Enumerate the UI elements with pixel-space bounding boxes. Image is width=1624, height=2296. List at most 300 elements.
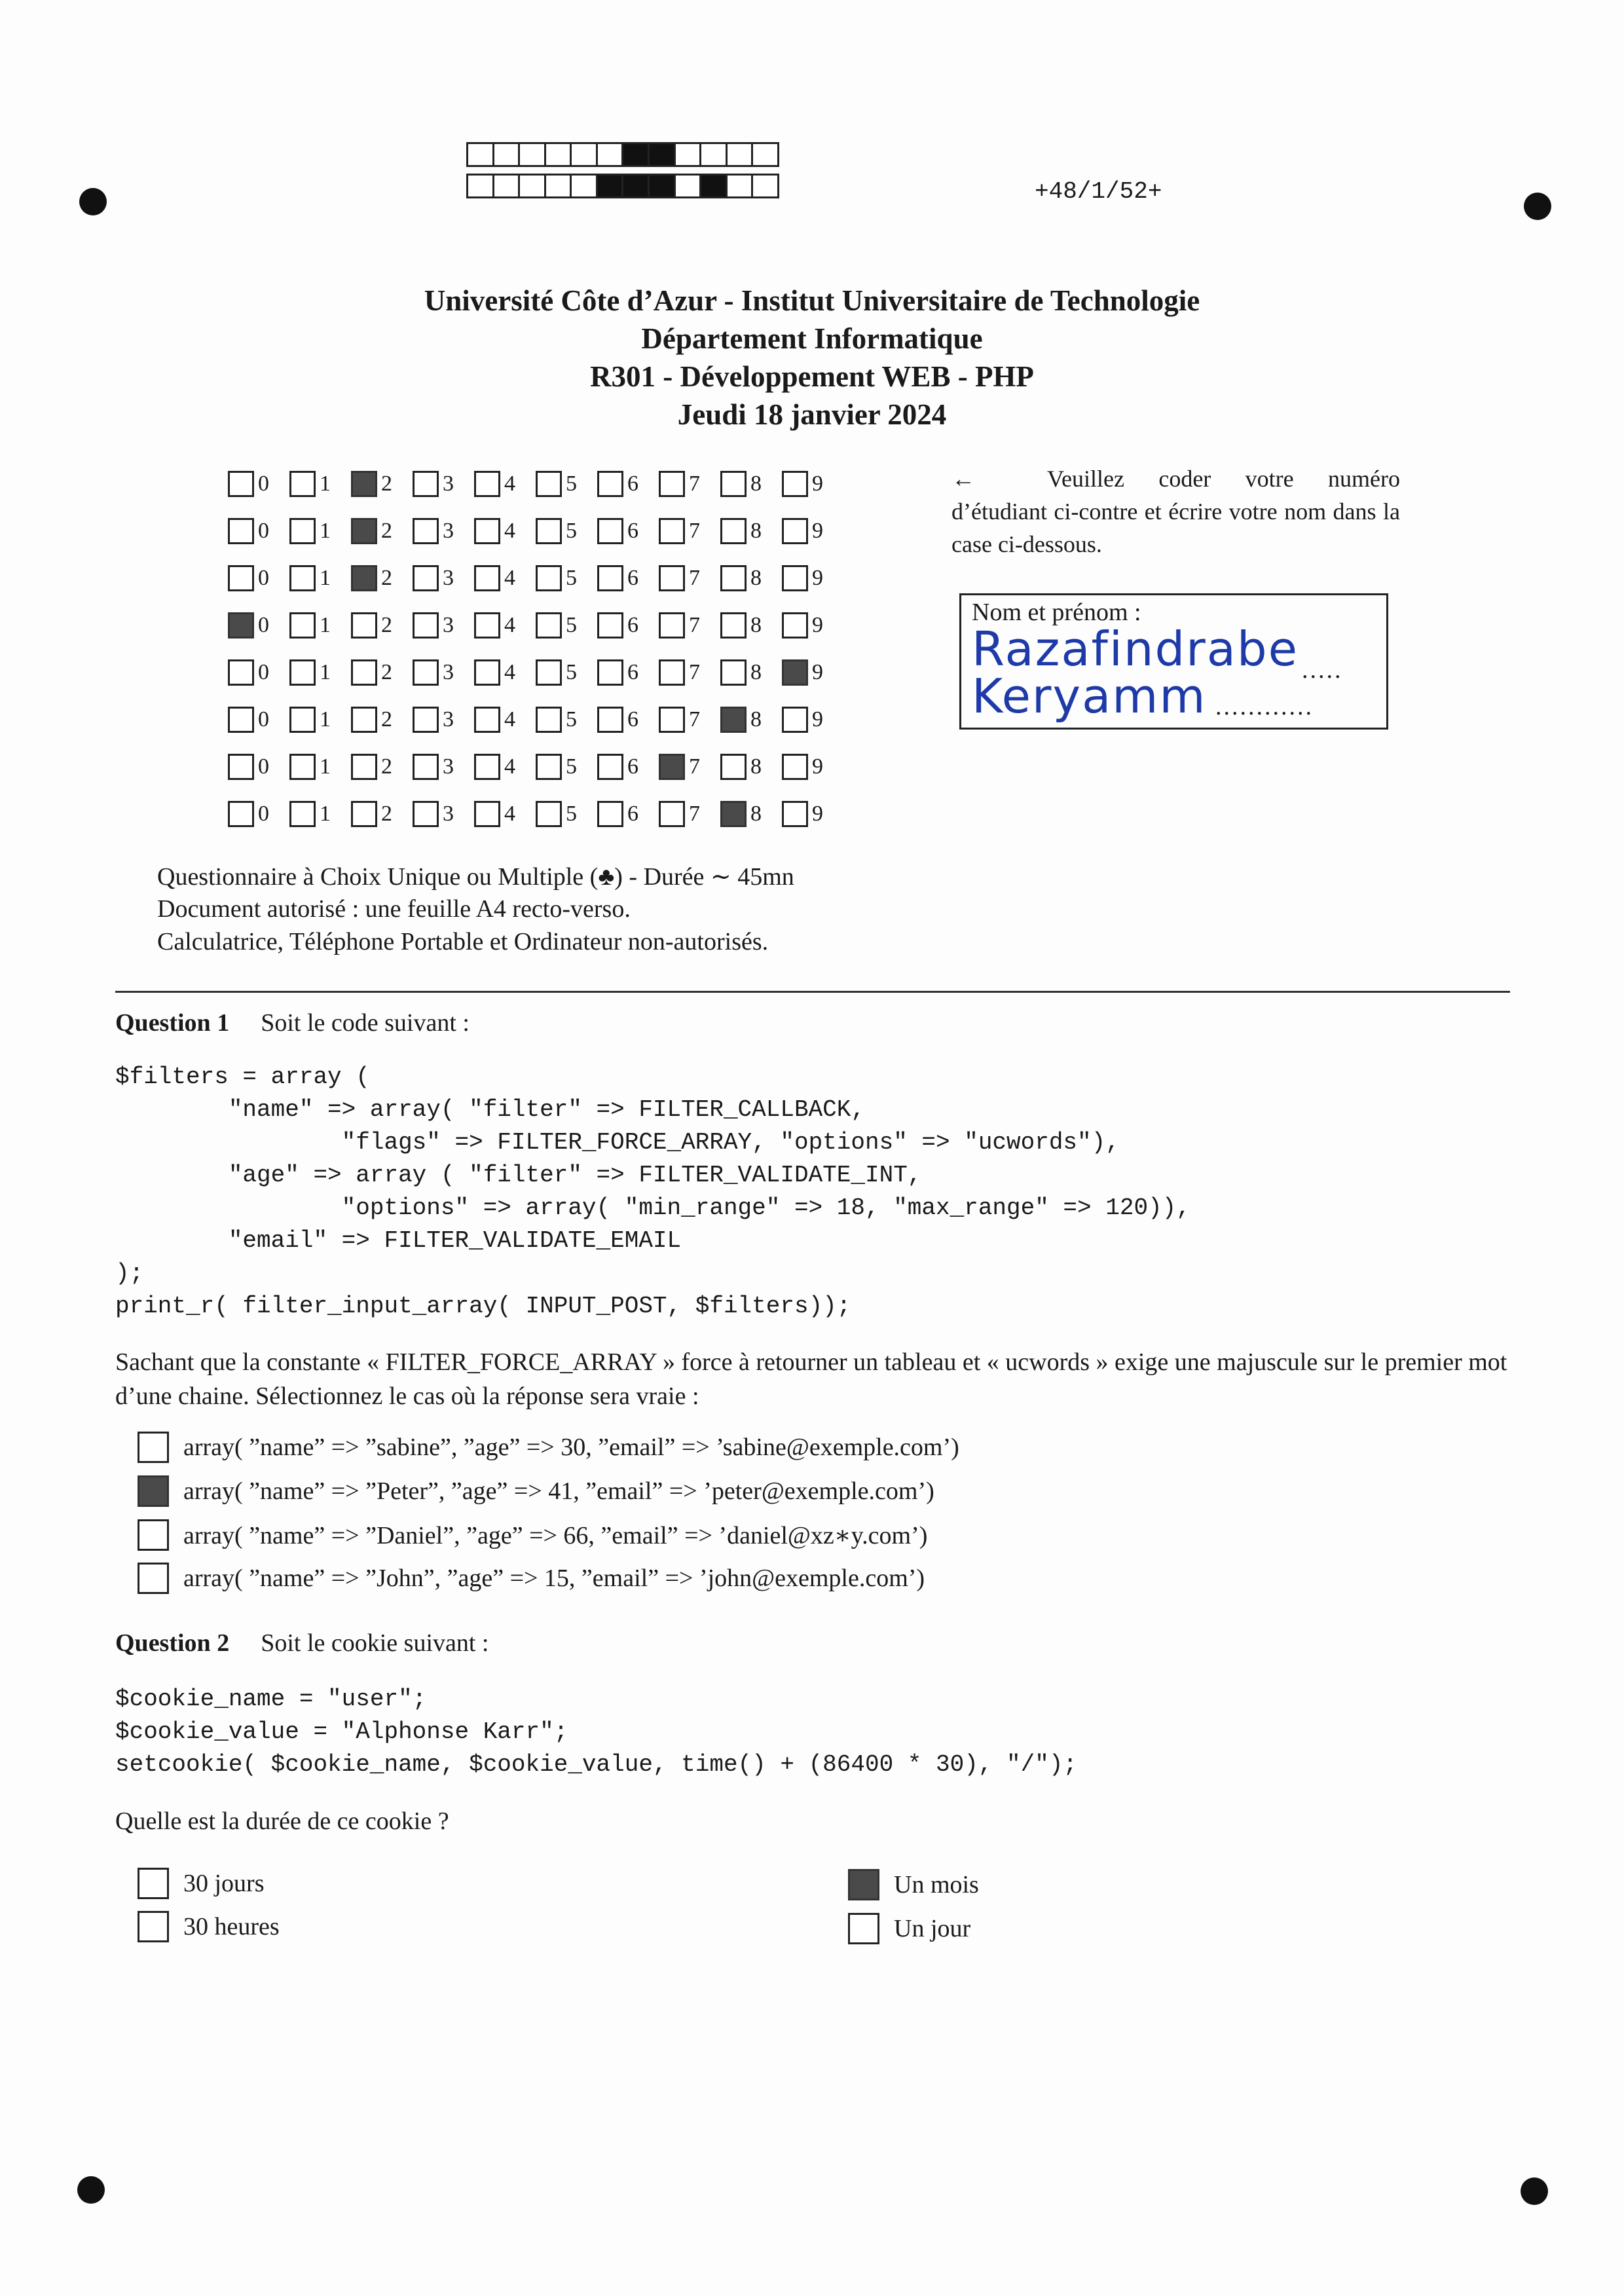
digit-label: 3 <box>443 707 454 731</box>
digit-cell[interactable] <box>351 471 413 497</box>
digit-checkbox[interactable] <box>782 518 808 544</box>
digit-label: 9 <box>812 472 823 496</box>
digit-cell[interactable] <box>289 659 351 686</box>
header-university: Université Côte d’Azur - Institut Universitaire de Technologie <box>424 284 1200 317</box>
digit-cell[interactable] <box>474 659 536 686</box>
digit-label: 6 <box>627 707 638 731</box>
digit-label: 6 <box>627 472 638 496</box>
digit-checkbox[interactable] <box>720 565 747 591</box>
barcode-cell <box>676 174 702 198</box>
digit-checkbox[interactable] <box>659 565 685 591</box>
student-number-row <box>228 696 843 743</box>
digit-cell[interactable] <box>289 565 351 591</box>
digit-label: 6 <box>627 613 638 637</box>
digit-cell[interactable] <box>413 707 474 733</box>
digit-label: 3 <box>443 754 454 779</box>
student-number-grid <box>228 460 843 838</box>
digit-cell[interactable] <box>782 565 843 591</box>
digit-cell[interactable] <box>659 754 720 780</box>
digit-checkbox[interactable] <box>720 754 747 780</box>
digit-label: 8 <box>750 660 762 684</box>
digit-checkbox[interactable] <box>536 707 562 733</box>
digit-cell[interactable] <box>659 659 720 686</box>
digit-checkbox[interactable] <box>413 612 439 639</box>
digit-label: 4 <box>504 613 515 637</box>
digit-checkbox[interactable] <box>289 565 316 591</box>
digit-cell[interactable] <box>413 518 474 544</box>
digit-label: 6 <box>627 519 638 543</box>
option-text: 30 jours <box>183 1870 265 1897</box>
digit-label: 7 <box>689 707 700 731</box>
digit-label: 2 <box>381 472 392 496</box>
checkbox[interactable] <box>138 1519 169 1551</box>
digit-checkbox[interactable] <box>782 471 808 497</box>
digit-label: 5 <box>566 519 577 543</box>
digit-label: 0 <box>258 613 269 637</box>
digit-cell[interactable] <box>536 801 597 827</box>
student-number-row <box>228 460 843 508</box>
digit-checkbox[interactable] <box>474 471 500 497</box>
digit-cell[interactable] <box>351 801 413 827</box>
digit-label: 5 <box>566 660 577 684</box>
digit-checkbox[interactable] <box>782 565 808 591</box>
name-box[interactable] <box>959 593 1388 730</box>
digit-label: 5 <box>566 802 577 826</box>
barcode-cell <box>701 142 728 167</box>
digit-cell[interactable] <box>413 471 474 497</box>
digit-cell[interactable] <box>228 471 289 497</box>
checkbox[interactable] <box>138 1911 169 1942</box>
digit-label: 3 <box>443 660 454 684</box>
question-1-code: $filters = array ( "name" => array( "filter" => FILTER_CALLBACK, "flags" => FILTER_FORCE_ARRAY, "options" => "ucwords"), "age" => array ( "filter" => FILTER_VALIDATE_INT, "options" => array( "min_range" => 18, "max_range" => 120)), "email" => FILTER_VALIDATE_EMAIL ); print_r( filter_input_array( INPUT_POST, $filters)); <box>115 1064 1190 1320</box>
barcode-row-1 <box>466 142 779 167</box>
digit-cell[interactable] <box>413 565 474 591</box>
separator-line <box>115 991 1510 993</box>
digit-label: 9 <box>812 660 823 684</box>
digit-cell[interactable] <box>782 754 843 780</box>
option-text: Un mois <box>894 1871 979 1898</box>
student-number-row <box>228 508 843 555</box>
digit-checkbox[interactable] <box>351 801 377 827</box>
digit-cell[interactable] <box>782 518 843 544</box>
digit-cell[interactable] <box>720 801 782 827</box>
checkbox[interactable] <box>138 1563 169 1594</box>
digit-cell[interactable] <box>228 565 289 591</box>
digit-label: 0 <box>258 754 269 779</box>
student-number-row <box>228 555 843 602</box>
digit-checkbox[interactable] <box>351 612 377 639</box>
digit-checkbox[interactable] <box>536 518 562 544</box>
digit-label: 4 <box>504 707 515 731</box>
barcode-cell <box>546 142 572 167</box>
digit-checkbox[interactable] <box>228 518 254 544</box>
digit-label: 2 <box>381 613 392 637</box>
digit-checkbox[interactable] <box>474 518 500 544</box>
digit-cell[interactable] <box>782 612 843 639</box>
digit-cell[interactable] <box>289 518 351 544</box>
digit-checkbox[interactable] <box>782 659 808 686</box>
digit-checkbox[interactable] <box>289 518 316 544</box>
digit-label: 9 <box>812 566 823 590</box>
digit-checkbox[interactable] <box>659 612 685 639</box>
digit-checkbox[interactable] <box>289 707 316 733</box>
digit-checkbox[interactable] <box>782 612 808 639</box>
question-2-prompt: Quelle est la durée de ce cookie ? <box>115 1807 449 1835</box>
digit-cell[interactable] <box>228 518 289 544</box>
digit-checkbox[interactable] <box>413 471 439 497</box>
question-2-option-un-jour[interactable] <box>848 1913 970 1944</box>
digit-checkbox[interactable] <box>228 707 254 733</box>
digit-label: 1 <box>320 613 331 637</box>
question-2-label: Question 2 <box>115 1629 230 1657</box>
digit-checkbox[interactable] <box>228 754 254 780</box>
digit-cell[interactable] <box>536 707 597 733</box>
digit-cell[interactable] <box>782 707 843 733</box>
digit-cell[interactable] <box>659 707 720 733</box>
digit-cell[interactable] <box>536 471 597 497</box>
digit-label: 0 <box>258 802 269 826</box>
digit-cell[interactable] <box>536 659 597 686</box>
digit-cell[interactable] <box>474 471 536 497</box>
digit-label: 4 <box>504 472 515 496</box>
digit-cell[interactable] <box>413 801 474 827</box>
digit-checkbox[interactable] <box>474 612 500 639</box>
digit-checkbox[interactable] <box>659 471 685 497</box>
digit-cell[interactable] <box>720 518 782 544</box>
digit-cell[interactable] <box>597 471 659 497</box>
digit-cell[interactable] <box>597 801 659 827</box>
digit-checkbox[interactable] <box>720 659 747 686</box>
digit-checkbox[interactable] <box>289 612 316 639</box>
digit-cell[interactable] <box>413 612 474 639</box>
digit-checkbox[interactable] <box>351 565 377 591</box>
digit-label: 8 <box>750 802 762 826</box>
question-1-title <box>115 1009 470 1037</box>
digit-checkbox[interactable] <box>536 612 562 639</box>
digit-label: 3 <box>443 519 454 543</box>
option-text: array( ”name” => ”Daniel”, ”age” => 66, ”email” => ’daniel@xz∗y.com’) <box>183 1521 928 1549</box>
question-2-code: $cookie_name = "user"; $cookie_value = "Alphonse Karr"; setcookie( $cookie_name, $cookie_value, time() + (86400 * 30), "/"); <box>115 1686 1078 1778</box>
digit-cell[interactable] <box>228 801 289 827</box>
barcode-cell <box>520 142 546 167</box>
digit-label: 9 <box>812 754 823 779</box>
digit-checkbox[interactable] <box>720 612 747 639</box>
digit-cell[interactable] <box>659 565 720 591</box>
barcode-cell <box>650 142 676 167</box>
digit-label: 0 <box>258 566 269 590</box>
option-text: array( ”name” => ”Peter”, ”age” => 41, ”email” => ’peter@exemple.com’) <box>183 1477 934 1505</box>
option-text: Un jour <box>894 1915 971 1942</box>
digit-checkbox[interactable] <box>413 801 439 827</box>
digit-checkbox[interactable] <box>720 518 747 544</box>
digit-checkbox[interactable] <box>597 518 623 544</box>
digit-checkbox[interactable] <box>659 801 685 827</box>
digit-cell[interactable] <box>289 471 351 497</box>
digit-checkbox[interactable] <box>413 754 439 780</box>
question-1-label: Question 1 <box>115 1009 230 1037</box>
digit-checkbox[interactable] <box>474 707 500 733</box>
digit-cell[interactable] <box>720 707 782 733</box>
handwritten-lastname: Razafindrabe <box>972 621 1299 676</box>
digit-label: 3 <box>443 566 454 590</box>
digit-label: 7 <box>689 519 700 543</box>
barcode-cell <box>598 174 624 198</box>
digit-cell[interactable] <box>351 612 413 639</box>
digit-label: 8 <box>750 566 762 590</box>
question-1-option-2[interactable] <box>138 1475 934 1507</box>
digit-cell[interactable] <box>597 518 659 544</box>
digit-label: 0 <box>258 660 269 684</box>
digit-cell[interactable] <box>536 518 597 544</box>
digit-checkbox[interactable] <box>720 471 747 497</box>
digit-cell[interactable] <box>351 659 413 686</box>
digit-checkbox[interactable] <box>474 659 500 686</box>
digit-checkbox[interactable] <box>597 659 623 686</box>
digit-cell[interactable] <box>782 471 843 497</box>
digit-label: 4 <box>504 566 515 590</box>
digit-checkbox[interactable] <box>597 471 623 497</box>
checkbox[interactable] <box>138 1868 169 1899</box>
digit-label: 4 <box>504 519 515 543</box>
digit-checkbox[interactable] <box>413 659 439 686</box>
digit-label: 4 <box>504 802 515 826</box>
digit-cell[interactable] <box>597 612 659 639</box>
digit-label: 8 <box>750 519 762 543</box>
digit-checkbox[interactable] <box>536 801 562 827</box>
digit-cell[interactable] <box>597 707 659 733</box>
digit-label: 5 <box>566 613 577 637</box>
digit-cell[interactable] <box>228 707 289 733</box>
digit-label: 7 <box>689 802 700 826</box>
digit-cell[interactable] <box>597 659 659 686</box>
digit-cell[interactable] <box>536 565 597 591</box>
digit-checkbox[interactable] <box>659 707 685 733</box>
instructions <box>951 462 1400 561</box>
registration-mark-top-right <box>1524 193 1551 220</box>
digit-label: 2 <box>381 802 392 826</box>
digit-checkbox[interactable] <box>351 707 377 733</box>
digit-cell[interactable] <box>474 707 536 733</box>
digit-cell[interactable] <box>474 612 536 639</box>
digit-checkbox[interactable] <box>536 565 562 591</box>
barcode-cell <box>623 174 650 198</box>
barcode-cell <box>466 142 494 167</box>
digit-label: 7 <box>689 472 700 496</box>
digit-cell[interactable] <box>351 754 413 780</box>
digit-checkbox[interactable] <box>289 754 316 780</box>
barcode-cell <box>728 142 754 167</box>
question-1-option-1[interactable] <box>138 1432 959 1463</box>
question-2-intro: Soit le cookie suivant : <box>261 1629 489 1657</box>
digit-checkbox[interactable] <box>659 659 685 686</box>
digit-checkbox[interactable] <box>536 754 562 780</box>
digit-label: 8 <box>750 613 762 637</box>
student-number-row <box>228 649 843 696</box>
digit-cell[interactable] <box>659 471 720 497</box>
digit-label: 1 <box>320 707 331 731</box>
option-text: array( ”name” => ”sabine”, ”age” => 30, ”email” => ’sabine@exemple.com’) <box>183 1434 959 1461</box>
digit-label: 1 <box>320 802 331 826</box>
digit-checkbox[interactable] <box>597 754 623 780</box>
digit-label: 3 <box>443 802 454 826</box>
digit-checkbox[interactable] <box>228 471 254 497</box>
digit-cell[interactable] <box>597 754 659 780</box>
digit-cell[interactable] <box>289 754 351 780</box>
digit-checkbox[interactable] <box>536 471 562 497</box>
registration-mark-bottom-left <box>77 2176 105 2204</box>
dots-line-1: ..... <box>1302 656 1343 684</box>
digit-label: 4 <box>504 660 515 684</box>
digit-checkbox[interactable] <box>351 754 377 780</box>
handwritten-firstname: Keryamm <box>972 669 1207 724</box>
barcode-cell <box>676 142 702 167</box>
digit-cell[interactable] <box>413 659 474 686</box>
digit-cell[interactable] <box>720 754 782 780</box>
digit-label: 6 <box>627 802 638 826</box>
digit-label: 8 <box>750 472 762 496</box>
digit-cell[interactable] <box>289 801 351 827</box>
page-id: +48/1/52+ <box>1035 178 1162 205</box>
digit-checkbox[interactable] <box>659 754 685 780</box>
barcode-cell <box>728 174 754 198</box>
digit-cell[interactable] <box>597 565 659 591</box>
digit-checkbox[interactable] <box>289 659 316 686</box>
digit-label: 2 <box>381 566 392 590</box>
barcode-cell <box>466 174 494 198</box>
digit-label: 2 <box>381 519 392 543</box>
digit-checkbox[interactable] <box>351 471 377 497</box>
digit-label: 0 <box>258 707 269 731</box>
digit-label: 4 <box>504 754 515 779</box>
digit-cell[interactable] <box>228 612 289 639</box>
barcode-cell <box>650 174 676 198</box>
question-1-option-4[interactable] <box>138 1563 925 1594</box>
checkbox[interactable] <box>848 1913 879 1944</box>
option-text: 30 heures <box>183 1913 280 1940</box>
digit-checkbox[interactable] <box>597 801 623 827</box>
digit-checkbox[interactable] <box>474 801 500 827</box>
digit-checkbox[interactable] <box>720 707 747 733</box>
digit-checkbox[interactable] <box>659 518 685 544</box>
checkbox[interactable] <box>138 1432 169 1463</box>
digit-label: 8 <box>750 754 762 779</box>
digit-cell[interactable] <box>782 659 843 686</box>
digit-label: 1 <box>320 472 331 496</box>
digit-checkbox[interactable] <box>228 659 254 686</box>
checkbox[interactable] <box>138 1475 169 1507</box>
digit-checkbox[interactable] <box>597 612 623 639</box>
digit-checkbox[interactable] <box>474 565 500 591</box>
barcode-cell <box>546 174 572 198</box>
question-1-intro: Soit le code suivant : <box>261 1009 470 1037</box>
digit-checkbox[interactable] <box>597 565 623 591</box>
exam-info-devices: Calculatrice, Téléphone Portable et Ordinateur non-autorisés. <box>157 928 769 955</box>
digit-checkbox[interactable] <box>228 612 254 639</box>
digit-checkbox[interactable] <box>413 565 439 591</box>
digit-checkbox[interactable] <box>474 754 500 780</box>
digit-checkbox[interactable] <box>782 801 808 827</box>
digit-label: 9 <box>812 802 823 826</box>
digit-cell[interactable] <box>474 565 536 591</box>
digit-label: 7 <box>689 660 700 684</box>
digit-checkbox[interactable] <box>782 707 808 733</box>
question-2-option-un-mois[interactable] <box>848 1869 979 1900</box>
digit-label: 3 <box>443 613 454 637</box>
digit-checkbox[interactable] <box>536 659 562 686</box>
digit-cell[interactable] <box>228 754 289 780</box>
barcode-cell <box>520 174 546 198</box>
digit-checkbox[interactable] <box>597 707 623 733</box>
digit-checkbox[interactable] <box>413 707 439 733</box>
student-number-row <box>228 790 843 838</box>
digit-checkbox[interactable] <box>351 659 377 686</box>
barcode-cell <box>623 142 650 167</box>
barcode-cell <box>753 174 779 198</box>
digit-checkbox[interactable] <box>413 518 439 544</box>
digit-cell[interactable] <box>720 659 782 686</box>
digit-label: 1 <box>320 566 331 590</box>
digit-cell[interactable] <box>289 612 351 639</box>
digit-cell[interactable] <box>351 518 413 544</box>
question-1-option-3[interactable] <box>138 1519 927 1551</box>
question-2-option-30-jours[interactable] <box>138 1868 265 1899</box>
digit-checkbox[interactable] <box>720 801 747 827</box>
digit-cell[interactable] <box>474 801 536 827</box>
digit-cell[interactable] <box>659 801 720 827</box>
digit-cell[interactable] <box>228 659 289 686</box>
digit-cell[interactable] <box>659 518 720 544</box>
instructions-text: Veuillez coder votre numéro d’étudiant ci-contre et écrire votre nom dans la case ci-dessous. <box>951 466 1400 557</box>
option-text: array( ”name” => ”John”, ”age” => 15, ”email” => ’john@exemple.com’) <box>183 1565 925 1592</box>
digit-cell[interactable] <box>536 612 597 639</box>
registration-mark-top-left <box>79 188 107 215</box>
header-course: R301 - Développement WEB - PHP <box>590 360 1034 393</box>
barcode-cell <box>494 142 521 167</box>
digit-label: 6 <box>627 660 638 684</box>
digit-cell[interactable] <box>351 707 413 733</box>
question-2-option-30-heures[interactable] <box>138 1911 280 1942</box>
digit-cell[interactable] <box>351 565 413 591</box>
digit-checkbox[interactable] <box>289 471 316 497</box>
digit-cell[interactable] <box>289 707 351 733</box>
digit-checkbox[interactable] <box>782 754 808 780</box>
student-number-row <box>228 743 843 790</box>
digit-cell[interactable] <box>659 612 720 639</box>
digit-cell[interactable] <box>413 754 474 780</box>
digit-cell[interactable] <box>720 565 782 591</box>
digit-label: 7 <box>689 754 700 779</box>
digit-cell[interactable] <box>782 801 843 827</box>
digit-label: 9 <box>812 519 823 543</box>
digit-checkbox[interactable] <box>228 801 254 827</box>
dots-line-2: ............ <box>1215 693 1314 720</box>
digit-label: 6 <box>627 754 638 779</box>
digit-checkbox[interactable] <box>351 518 377 544</box>
digit-cell[interactable] <box>720 471 782 497</box>
question-1-prompt: Sachant que la constante « FILTER_FORCE_ARRAY » force à retourner un tableau et « ucwords » exige une majuscule sur le premier mot d’une chaine. Sélectionnez le cas où la réponse sera vraie : <box>115 1348 1507 1410</box>
digit-label: 9 <box>812 707 823 731</box>
digit-cell[interactable] <box>474 518 536 544</box>
digit-cell[interactable] <box>474 754 536 780</box>
digit-cell[interactable] <box>720 612 782 639</box>
header-date: Jeudi 18 janvier 2024 <box>677 398 947 431</box>
digit-label: 9 <box>812 613 823 637</box>
digit-cell[interactable] <box>536 754 597 780</box>
checkbox[interactable] <box>848 1869 879 1900</box>
digit-checkbox[interactable] <box>289 801 316 827</box>
digit-checkbox[interactable] <box>228 565 254 591</box>
barcode-cell <box>598 142 624 167</box>
